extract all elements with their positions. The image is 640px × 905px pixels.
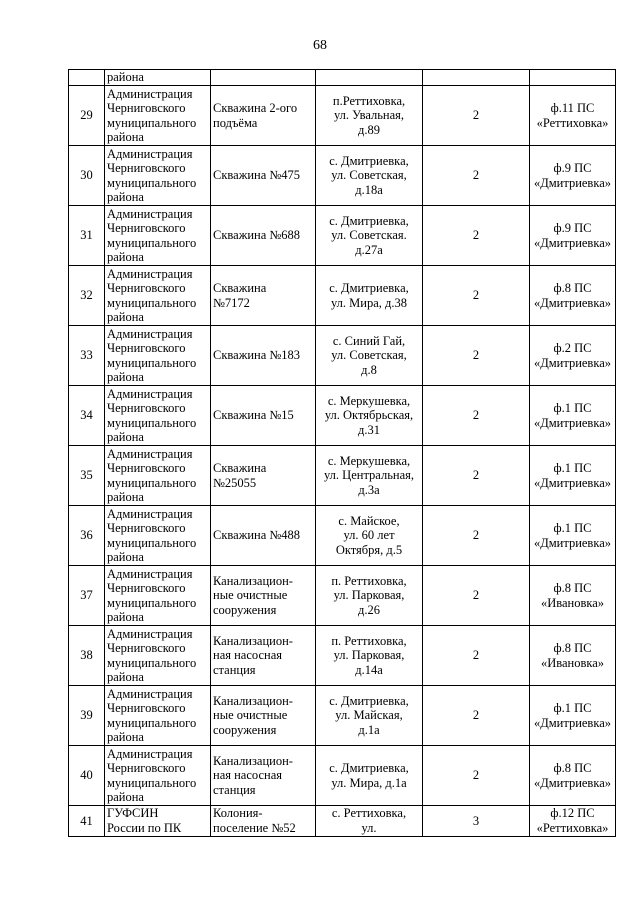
cell-line: «Дмитриевка»	[533, 355, 612, 370]
cell-line: муниципального	[107, 595, 197, 610]
cell-line: района	[107, 490, 144, 504]
cell-address	[316, 326, 423, 386]
cell-category: 2	[423, 506, 530, 566]
cell-line: Скважина №688	[213, 228, 301, 243]
cell-line: Канализацион-	[213, 573, 293, 588]
cell-line: ф.8 ПС	[553, 581, 592, 595]
cell-line: ул. Увальная,	[333, 108, 405, 123]
table-row	[69, 146, 616, 206]
cell-substation	[530, 686, 616, 746]
cell-substation	[530, 626, 616, 686]
cell-num: 37	[69, 566, 105, 626]
cell-num: 29	[69, 86, 105, 146]
cell-owner	[105, 446, 211, 506]
cell-line: Канализацион-	[213, 753, 293, 768]
cell-line: района	[107, 370, 144, 384]
cell-line: района	[107, 610, 144, 624]
cell-line: с. Дмитриевка,	[329, 693, 409, 708]
cell-line: ул. Мира, д.38	[330, 295, 408, 310]
cell-owner	[105, 326, 211, 386]
cell-line: ф.1 ПС	[553, 521, 592, 535]
cell-line: Колония-	[213, 806, 263, 820]
cell-line: Администрация	[107, 86, 193, 101]
cell-line: станция	[213, 662, 256, 677]
cell-line: ф.1 ПС	[553, 701, 592, 715]
cell-line: Скважина №183	[213, 348, 301, 363]
cell-line: Черниговского	[107, 581, 186, 595]
cell-line: ф.9 ПС	[553, 221, 592, 235]
cell-owner	[105, 206, 211, 266]
cell-object	[211, 506, 316, 566]
cell-owner	[105, 86, 211, 146]
cell-line: Черниговского	[107, 341, 186, 355]
cell-line: №25055	[213, 475, 257, 490]
cell-num	[69, 70, 105, 86]
cell-line: Скважина №488	[213, 528, 301, 543]
cell-line: Черниговского	[107, 161, 186, 175]
cell-line: с. Меркушевка,	[327, 393, 411, 408]
cell-object	[211, 686, 316, 746]
cell-line: с. Дмитриевка,	[329, 213, 409, 228]
cell-line: Скважина 2-ого	[213, 101, 298, 115]
cell-substation	[530, 566, 616, 626]
cell-line: района	[107, 550, 144, 564]
cell-line: с. Дмитриевка,	[329, 761, 409, 775]
cell-category: 2	[423, 686, 530, 746]
cell-line: п. Реттиховка,	[331, 573, 407, 588]
cell-owner	[105, 806, 211, 837]
cell-substation	[530, 70, 616, 86]
page-number: 68	[313, 38, 327, 53]
cell-line: Администрация	[107, 326, 193, 341]
cell-substation	[530, 86, 616, 146]
cell-num: 41	[69, 806, 105, 837]
cell-category: 2	[423, 386, 530, 446]
cell-address	[316, 70, 423, 86]
cell-category: 2	[423, 446, 530, 506]
cell-line: муниципального	[107, 715, 197, 730]
cell-line: ф.8 ПС	[553, 761, 592, 775]
cell-line: ные очистные	[213, 708, 288, 723]
cell-object	[211, 566, 316, 626]
table-row	[69, 446, 616, 506]
cell-line: «Реттиховка»	[536, 820, 609, 835]
cell-line: ф.9 ПС	[553, 161, 592, 175]
cell-line: ные очистные	[213, 588, 288, 603]
table-row	[69, 266, 616, 326]
cell-line: Администрация	[107, 386, 193, 401]
cell-line: п.Реттиховка,	[332, 93, 406, 108]
cell-address	[316, 506, 423, 566]
cell-line: ф.8 ПС	[553, 281, 592, 295]
cell-line: №7172	[213, 295, 250, 310]
cell-owner	[105, 746, 211, 806]
cell-line: Скважина №15	[213, 408, 294, 423]
cell-line: Администрация	[107, 626, 193, 641]
cell-line: ф.1 ПС	[553, 401, 592, 415]
cell-object	[211, 806, 316, 837]
cell-owner	[105, 566, 211, 626]
table-row-continued	[69, 70, 616, 86]
cell-line: Скважина	[213, 281, 267, 295]
cell-object	[211, 266, 316, 326]
cell-substation	[530, 386, 616, 446]
cell-line: Администрация	[107, 686, 193, 701]
cell-line: с. Дмитриевка,	[329, 281, 409, 295]
cell-line: Черниговского	[107, 521, 186, 535]
cell-owner	[105, 146, 211, 206]
cell-line: ф.8 ПС	[553, 641, 592, 655]
cell-line: Скважина №475	[213, 168, 301, 183]
cell-line: Черниговского	[107, 101, 186, 115]
table-row	[69, 806, 616, 837]
cell-num: 40	[69, 746, 105, 806]
cell-line: ул. Советская,	[331, 348, 407, 363]
cell-line: сооружения	[213, 722, 277, 737]
cell-line: Черниговского	[107, 401, 186, 415]
cell-line: района	[107, 310, 144, 324]
cell-num: 39	[69, 686, 105, 746]
cell-line: Администрация	[107, 566, 193, 581]
cell-line: п. Реттиховка,	[331, 633, 407, 648]
cell-num: 30	[69, 146, 105, 206]
table-row	[69, 686, 616, 746]
cell-substation	[530, 266, 616, 326]
cell-substation	[530, 206, 616, 266]
cell-line: муниципального	[107, 115, 197, 130]
cell-line: ф.1 ПС	[553, 461, 592, 475]
cell-object	[211, 446, 316, 506]
cell-line: муниципального	[107, 295, 197, 310]
cell-line: д.27а	[355, 242, 383, 257]
cell-object	[211, 70, 316, 86]
cell-line: «Дмитриевка»	[533, 715, 612, 730]
cell-line: Администрация	[107, 506, 193, 521]
cell-line: ул. Мира, д.1а	[331, 775, 407, 790]
cell-line: Октября, д.5	[335, 542, 403, 557]
cell-line: муниципального	[107, 355, 197, 370]
cell-line: «Дмитриевка»	[533, 175, 612, 190]
cell-address	[316, 746, 423, 806]
cell-line: Черниговского	[107, 221, 186, 235]
cell-substation	[530, 146, 616, 206]
cell-address	[316, 266, 423, 326]
cell-line: Скважина	[213, 461, 267, 475]
cell-category: 2	[423, 266, 530, 326]
cell-address	[316, 386, 423, 446]
cell-line: ф.2 ПС	[553, 341, 592, 355]
cell-object	[211, 386, 316, 446]
cell-substation	[530, 746, 616, 806]
cell-line: Администрация	[107, 146, 193, 161]
cell-line: Черниговского	[107, 761, 186, 775]
cell-line: муниципального	[107, 475, 197, 490]
cell-object	[211, 326, 316, 386]
cell-num: 32	[69, 266, 105, 326]
cell-object	[211, 146, 316, 206]
cell-line: ная насосная	[213, 648, 282, 663]
cell-line: муниципального	[107, 535, 197, 550]
cell-line: с. Меркушевка,	[327, 453, 411, 468]
cell-line: ул. Советская.	[331, 228, 407, 243]
cell-line: ул. Парковая,	[333, 588, 405, 603]
cell-line: с. Реттиховка,	[331, 806, 407, 820]
cell-line: муниципального	[107, 235, 197, 250]
cell-line: ул. Майская,	[335, 708, 403, 723]
cell-line: района	[107, 250, 144, 264]
cell-line: муниципального	[107, 415, 197, 430]
cell-address	[316, 86, 423, 146]
cell-line: станция	[213, 782, 256, 797]
cell-category: 2	[423, 146, 530, 206]
cell-substation	[530, 806, 616, 837]
cell-line: Администрация	[107, 266, 193, 281]
cell-line: муниципального	[107, 655, 197, 670]
cell-line: «Дмитриевка»	[533, 775, 612, 790]
table-row	[69, 206, 616, 266]
cell-line: «Дмитриевка»	[533, 535, 612, 550]
table-body	[69, 70, 616, 837]
cell-line: Черниговского	[107, 461, 186, 475]
cell-owner	[105, 506, 211, 566]
cell-category: 2	[423, 86, 530, 146]
table-row	[69, 746, 616, 806]
cell-substation	[530, 446, 616, 506]
cell-line: муниципального	[107, 775, 197, 790]
cell-line: ул. Парковая,	[333, 648, 405, 663]
cell-num: 31	[69, 206, 105, 266]
table-row	[69, 86, 616, 146]
cell-category: 2	[423, 326, 530, 386]
cell-line: района	[107, 430, 144, 444]
cell-line: России по ПК	[107, 820, 182, 835]
cell-line: района	[107, 670, 144, 684]
cell-line: «Дмитриевка»	[533, 235, 612, 250]
cell-line: Администрация	[107, 746, 193, 761]
cell-owner	[105, 386, 211, 446]
cell-line: Канализацион-	[213, 633, 293, 648]
cell-owner: района	[105, 70, 211, 86]
cell-category	[423, 70, 530, 86]
cell-line: Черниговского	[107, 641, 186, 655]
cell-line: ул. Советская,	[331, 168, 407, 183]
table-row	[69, 326, 616, 386]
cell-category: 3	[423, 806, 530, 837]
cell-line: подъёма	[213, 115, 258, 130]
cell-address	[316, 626, 423, 686]
cell-line: д.89	[358, 122, 380, 137]
cell-line: д.1а	[358, 722, 380, 737]
cell-line: д.31	[358, 422, 380, 437]
cell-line: ф.11 ПС	[550, 101, 595, 115]
cell-address	[316, 146, 423, 206]
cell-address	[316, 566, 423, 626]
cell-line: муниципального	[107, 175, 197, 190]
cell-line: района	[107, 730, 144, 744]
cell-num: 35	[69, 446, 105, 506]
cell-line: Черниговского	[107, 701, 186, 715]
cell-category: 2	[423, 746, 530, 806]
cell-line: д.3а	[358, 482, 380, 497]
cell-owner	[105, 686, 211, 746]
cell-object	[211, 86, 316, 146]
cell-line: ГУФСИН	[107, 806, 159, 820]
cell-line: района	[107, 190, 144, 204]
cell-num: 34	[69, 386, 105, 446]
cell-line: сооружения	[213, 602, 277, 617]
cell-line: района	[107, 790, 144, 804]
cell-owner	[105, 266, 211, 326]
cell-line: Администрация	[107, 206, 193, 221]
cell-substation	[530, 506, 616, 566]
cell-line: ул. Октябрьская,	[324, 408, 414, 423]
cell-address	[316, 206, 423, 266]
cell-object	[211, 626, 316, 686]
cell-line: ул.	[361, 820, 377, 835]
cell-line: д.14а	[355, 662, 383, 677]
cell-category: 2	[423, 566, 530, 626]
cell-line: «Ивановка»	[540, 595, 605, 610]
table-row	[69, 626, 616, 686]
cell-line: д.18а	[355, 182, 383, 197]
cell-line: д.8	[361, 362, 377, 377]
cell-line: с. Синий Гай,	[332, 333, 406, 348]
facilities-table	[68, 69, 616, 837]
cell-line: ул. Центральная,	[323, 468, 415, 483]
cell-line: Канализацион-	[213, 693, 293, 708]
cell-line: ная насосная	[213, 768, 282, 783]
cell-line: «Реттиховка»	[536, 115, 609, 130]
cell-owner	[105, 626, 211, 686]
cell-num: 36	[69, 506, 105, 566]
cell-line: Администрация	[107, 446, 193, 461]
cell-address	[316, 806, 423, 837]
cell-address	[316, 686, 423, 746]
table-row	[69, 386, 616, 446]
cell-address	[316, 446, 423, 506]
cell-line: «Дмитриевка»	[533, 475, 612, 490]
cell-line: поселение №52	[213, 820, 296, 835]
cell-line: с. Майское,	[338, 513, 400, 528]
cell-num: 33	[69, 326, 105, 386]
cell-line: района	[107, 130, 144, 144]
cell-line: ф.12 ПС	[550, 806, 595, 820]
table-row	[69, 506, 616, 566]
cell-line: с. Дмитриевка,	[329, 153, 409, 168]
cell-line: «Дмитриевка»	[533, 415, 612, 430]
cell-line: Черниговского	[107, 281, 186, 295]
cell-object	[211, 746, 316, 806]
cell-category: 2	[423, 626, 530, 686]
cell-line: д.26	[358, 602, 380, 617]
cell-object	[211, 206, 316, 266]
cell-line: «Дмитриевка»	[533, 295, 612, 310]
cell-substation	[530, 326, 616, 386]
cell-num: 38	[69, 626, 105, 686]
cell-category: 2	[423, 206, 530, 266]
cell-line: «Ивановка»	[540, 655, 605, 670]
table-row	[69, 566, 616, 626]
cell-line: ул. 60 лет	[343, 528, 395, 543]
